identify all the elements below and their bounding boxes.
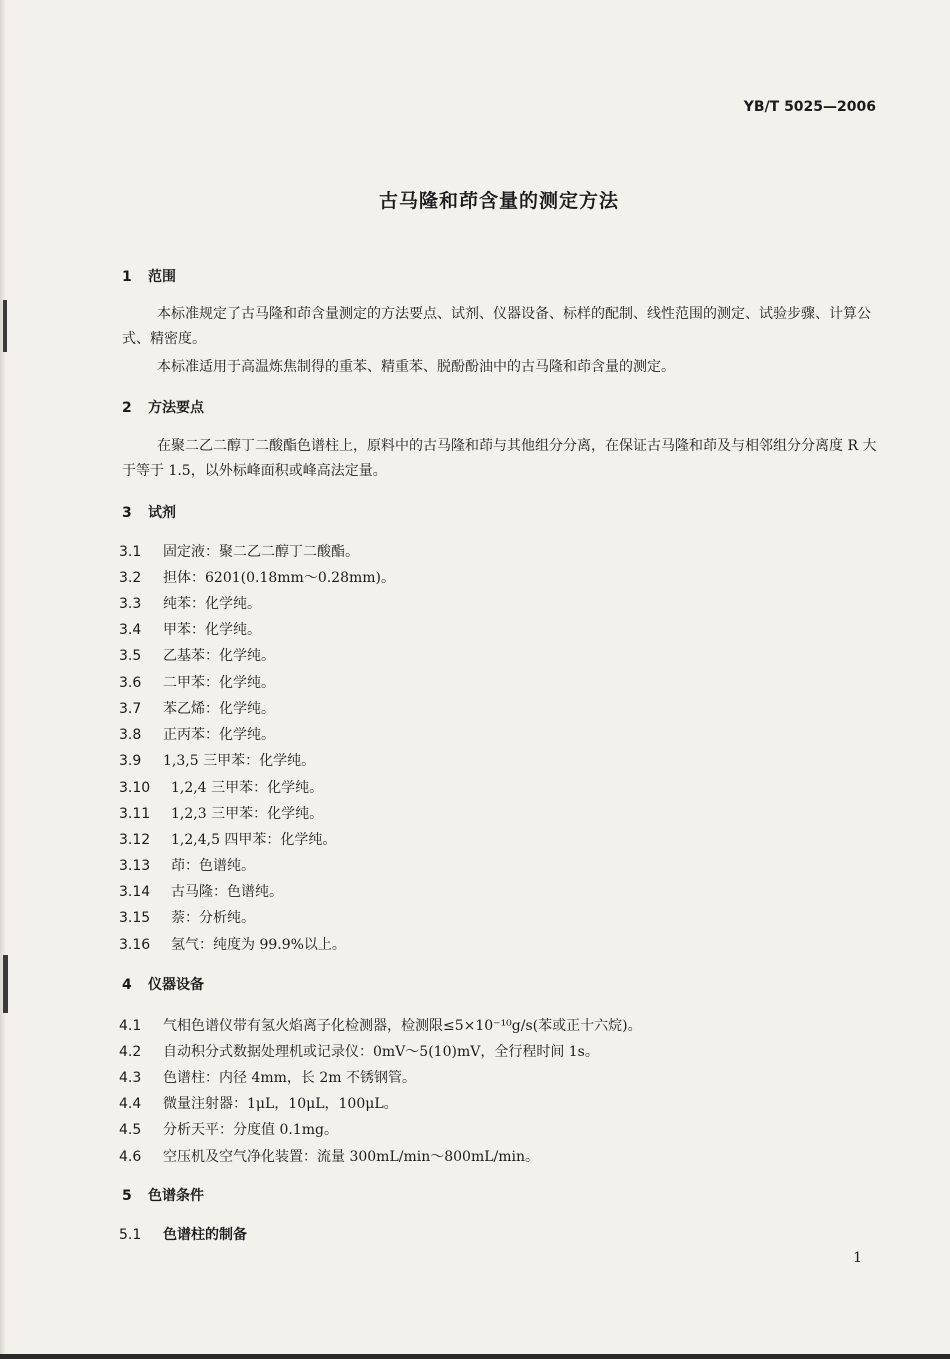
section-number: 5 <box>122 1188 132 1204</box>
standard-code: YB/T 5025—2006 <box>743 99 876 115</box>
section-title: 试剂 <box>148 505 176 521</box>
list-item <box>119 541 359 561</box>
list-item <box>119 934 346 954</box>
item-text: 二甲苯：化学纯。 <box>163 675 275 691</box>
item-text: 茚：色谱纯。 <box>171 858 255 874</box>
item-number: 3.9 <box>119 753 142 769</box>
item-text: 氢气：纯度为 99.9%以上。 <box>171 937 346 953</box>
binding-mark <box>3 955 8 1013</box>
list-item <box>119 1119 338 1139</box>
list-item <box>119 1093 398 1113</box>
section-3-heading <box>122 502 176 522</box>
item-text: 乙基苯：化学纯。 <box>163 648 275 664</box>
subsection-title: 色谱柱的制备 <box>163 1227 247 1243</box>
item-text: 萘：分析纯。 <box>171 910 255 926</box>
item-number: 3.1 <box>119 544 142 560</box>
item-number: 4.5 <box>119 1122 142 1138</box>
subsection-5-1-heading <box>119 1224 247 1244</box>
section-title: 范围 <box>148 269 176 285</box>
item-text: 甲苯：化学纯。 <box>163 622 261 638</box>
list-item <box>119 1146 539 1166</box>
section-5-heading <box>122 1185 204 1205</box>
list-item <box>119 645 275 665</box>
section-1-paragraph-1: 本标准规定了古马隆和茚含量测定的方法要点、试剂、仪器设备、标样的配制、线性范围的测定、试验步骤、计算公式、精密度。 <box>122 306 871 347</box>
item-text: 1,2,3 三甲苯：化学纯。 <box>171 806 324 822</box>
list-item <box>119 881 283 901</box>
item-number: 3.3 <box>119 596 142 612</box>
item-number: 3.4 <box>119 622 142 638</box>
list-item <box>119 593 261 613</box>
section-title: 仪器设备 <box>148 977 204 993</box>
item-number: 3.13 <box>119 858 151 874</box>
item-number: 4.1 <box>119 1018 142 1034</box>
section-title: 色谱条件 <box>148 1188 204 1204</box>
item-number: 3.6 <box>119 675 142 691</box>
item-text: 苯乙烯：化学纯。 <box>163 701 275 717</box>
item-text: 古马隆：色谱纯。 <box>171 884 283 900</box>
item-text: 微量注射器：1μL，10μL，100μL。 <box>163 1096 398 1112</box>
item-number: 3.12 <box>119 832 151 848</box>
section-number: 4 <box>122 977 132 993</box>
section-1-paragraph-2: 本标准适用于高温炼焦制得的重苯、精重苯、脱酚酚油中的古马隆和茚含量的测定。 <box>157 359 675 375</box>
list-item <box>119 672 275 692</box>
item-number: 3.11 <box>119 806 151 822</box>
list-item <box>119 907 255 927</box>
item-number: 3.14 <box>119 884 151 900</box>
item-number: 4.6 <box>119 1149 142 1165</box>
item-text: 分析天平：分度值 0.1mg。 <box>163 1122 338 1138</box>
section-number: 2 <box>122 400 132 416</box>
section-1-heading <box>122 266 176 286</box>
item-text: 自动积分式数据处理机或记录仪：0mV～5(10)mV，全行程时间 1s。 <box>163 1044 599 1060</box>
item-number: 3.7 <box>119 701 142 717</box>
item-number: 3.8 <box>119 727 142 743</box>
item-number: 4.3 <box>119 1070 142 1086</box>
item-text: 固定液：聚二乙二醇丁二酸酯。 <box>163 544 359 560</box>
item-text: 气相色谱仪带有氢火焰离子化检测器，检测限≤5×10⁻¹⁰g/s(苯或正十六烷)。 <box>163 1018 642 1034</box>
item-text: 1,3,5 三甲苯：化学纯。 <box>163 753 316 769</box>
section-4-heading <box>122 974 204 994</box>
item-number: 3.16 <box>119 937 151 953</box>
document-title: 古马隆和茚含量的测定方法 <box>378 190 619 212</box>
list-item <box>119 829 336 849</box>
binding-mark <box>3 300 7 352</box>
section-number: 3 <box>122 505 132 521</box>
item-number: 4.2 <box>119 1044 142 1060</box>
section-number: 1 <box>122 269 132 285</box>
list-item <box>119 567 395 587</box>
item-text: 纯苯：化学纯。 <box>163 596 261 612</box>
list-item <box>119 750 315 770</box>
item-text: 1,2,4 三甲苯：化学纯。 <box>171 780 324 796</box>
item-text: 1,2,4,5 四甲苯：化学纯。 <box>171 832 337 848</box>
list-item <box>119 698 275 718</box>
item-number: 3.15 <box>119 910 151 926</box>
item-text: 色谱柱：内径 4mm，长 2m 不锈钢管。 <box>163 1070 416 1086</box>
list-item <box>119 1041 599 1061</box>
section-2-paragraph-1: 在聚二乙二醇丁二酸酯色谱柱上，原料中的古马隆和茚与其他组分分离，在保证古马隆和茚及与相邻组分分离度 R 大于等于 1.5，以外标峰面积或峰高法定量。 <box>122 438 877 479</box>
item-number: 3.5 <box>119 648 142 664</box>
list-item <box>119 855 255 875</box>
item-number: 3.10 <box>119 780 151 796</box>
list-item <box>119 803 323 823</box>
page-number: 1 <box>853 1250 862 1266</box>
subsection-number: 5.1 <box>119 1227 142 1243</box>
page-edge <box>0 1354 950 1359</box>
item-text: 担体：6201(0.18mm～0.28mm)。 <box>163 570 395 586</box>
list-item <box>119 619 261 639</box>
section-title: 方法要点 <box>148 400 204 416</box>
item-text: 空压机及空气净化装置：流量 300mL/min～800mL/min。 <box>163 1149 540 1165</box>
item-text: 正丙苯：化学纯。 <box>163 727 275 743</box>
list-item <box>119 724 275 744</box>
list-item <box>119 1015 642 1035</box>
item-number: 3.2 <box>119 570 142 586</box>
list-item <box>119 777 323 797</box>
section-2-heading <box>122 397 204 417</box>
list-item <box>119 1067 416 1087</box>
item-number: 4.4 <box>119 1096 142 1112</box>
